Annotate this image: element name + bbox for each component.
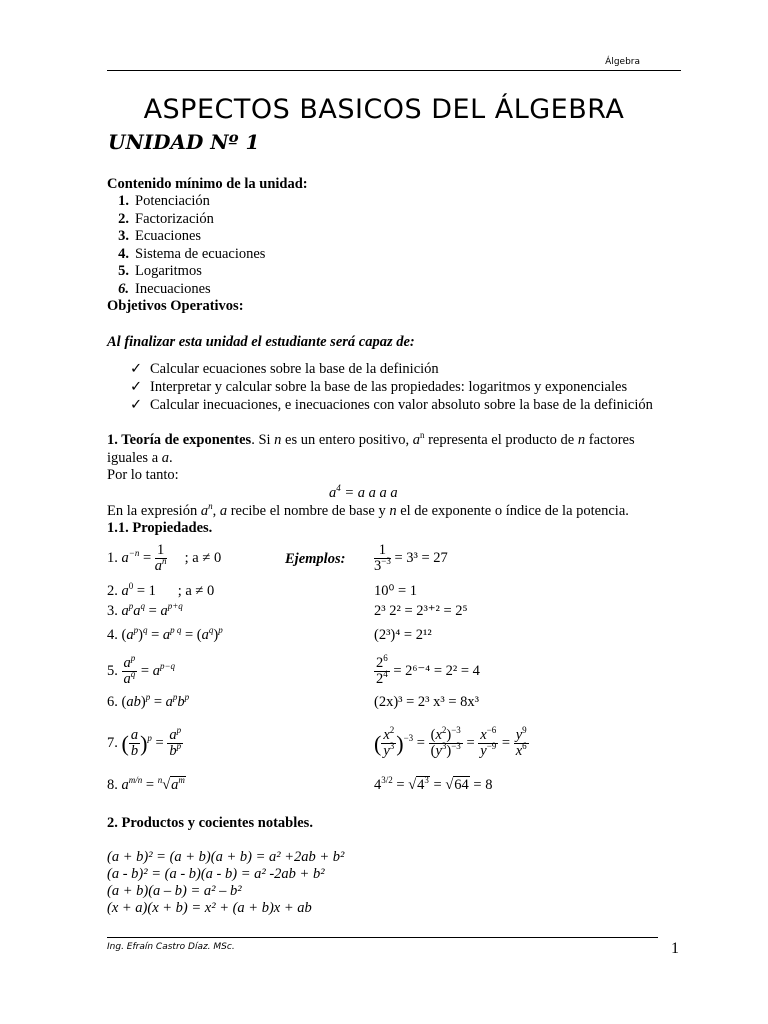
contenido-item: 5. Logaritmos <box>118 263 202 279</box>
page-number: 1 <box>671 940 679 957</box>
prop-4: 4. $(a^p)^q = a^{p q} = (a^q)^p$ <box>107 625 223 643</box>
objetivos-heading: Objetivos Operativos: <box>107 298 244 314</box>
producto-notable: (a + b)² = (a + b)(a + b) = a² +2ab + b² <box>107 849 345 865</box>
checkmark-icon: ✓ <box>130 361 143 377</box>
por-lo-tanto: Por lo tanto: <box>107 467 179 483</box>
producto-notable: (a - b)² = (a - b)(a - b) = a² -2ab + b² <box>107 866 325 882</box>
objetivo-check-item: ✓ Calcular inecuaciones, e inecuaciones con valor absoluto sobre la base de la definición <box>130 397 653 413</box>
contenido-item: 3. Ecuaciones <box>118 228 202 244</box>
ex-4: (2³)⁴ = 2¹² <box>374 627 432 643</box>
producto-notable: (a + b)(a – b) = a² – b² <box>107 883 242 899</box>
prop-7: 7. ( $\frac{a}{b}$ )$^p$ = $\frac{a^p}{b^p}$ <box>107 725 182 759</box>
contenido-item: 1. Potenciación <box>118 193 210 209</box>
ex-2: 10⁰ = 1 <box>374 583 417 599</box>
contenido-item: 6. Inecuaciones <box>118 280 211 297</box>
prop-1: 1. $a^{-n}$ = $\frac{1}{a^n}$ ; a ≠ 0 <box>107 542 222 574</box>
prop-6: 6. $(ab)^p = a^pb^p$ <box>107 692 190 710</box>
checkmark-icon: ✓ <box>130 379 143 395</box>
ex-7: ( $\frac{x^2}{y^3}$ )$^{-3}$ = $\frac{(x^2)^{-3}}{(y^3)^{-3}}$ = $\frac{x^{-6}}{y^{-9}}$ = $\frac{y^9}{x^6}$ <box>374 725 527 759</box>
ex-1: $\frac{1}{3^{-3}}$ = 3³ = 27 <box>374 542 448 574</box>
prop-8: 8. $a^{m/n} = ^n√a^m$ <box>107 775 185 793</box>
unit-title: UNIDAD Nº 1 <box>108 130 260 154</box>
objetivo-check-item: ✓ Interpretar y calcular sobre la base de las propiedades: logaritmos y exponenciales <box>130 379 628 395</box>
checkmark-icon: ✓ <box>130 397 143 413</box>
objetivo-check-item: ✓ Calcular ecuaciones sobre la base de la definición <box>130 361 439 377</box>
running-header: Álgebra <box>605 57 640 67</box>
contenido-item: 4. Sistema de ecuaciones <box>118 245 266 262</box>
ex-5: $\frac{2^6}{2^4}$ = 2⁶⁻⁴ = 2² = 4 <box>376 653 480 687</box>
ex-6: (2x)³ = 2³ x³ = 8x³ <box>374 694 480 710</box>
footer-author: Ing. Efraín Castro Díaz. MSc. <box>107 942 235 952</box>
a4-equation: $a^4 = a$ a a a <box>329 483 398 501</box>
header-rule <box>107 70 681 71</box>
prop-5: 5. $\frac{a^p}{a^q}$ = $a^{p-q}$ <box>107 653 176 687</box>
productos-heading: 2. Productos y cocientes notables. <box>107 815 313 831</box>
ex-8: $4^{3/2} = √4^3 = √64 = 8$ <box>374 775 493 793</box>
contenido-heading: Contenido mínimo de la unidad: <box>107 176 308 192</box>
footer-rule <box>107 937 658 938</box>
prop-2: 2. $a^0 = 1$ ; a ≠ 0 <box>107 581 215 599</box>
page-title: ASPECTOS BASICOS DEL ÁLGEBRA <box>143 94 625 125</box>
teoria-line2: iguales a a. <box>107 450 173 466</box>
ex-3: 2³ 2² = 2³⁺² = 2⁵ <box>374 603 468 619</box>
teoria-heading: 1. Teoría de exponentes <box>107 432 252 448</box>
ejemplos-label: Ejemplos: <box>285 551 346 567</box>
teoria-paragraph: 1. Teoría de exponentes. Si n es un entero positivo, $a^n$ representa el producto de n factores <box>107 430 635 448</box>
producto-notable: (x + a)(x + b) = x² + (a + b)x + ab <box>107 900 312 916</box>
contenido-item: 2. Factorización <box>118 210 214 227</box>
objetivos-intro: Al finalizar esta unidad el estudiante será capaz de: <box>107 334 415 350</box>
expresion-line: En la expresión $a^n$, a recibe el nombre de base y n el de exponente o índice de la potencia. <box>107 501 629 519</box>
propiedades-heading: 1.1. Propiedades. <box>107 520 213 536</box>
prop-3: 3. $a^pa^q = a^{p+q}$ <box>107 601 183 619</box>
